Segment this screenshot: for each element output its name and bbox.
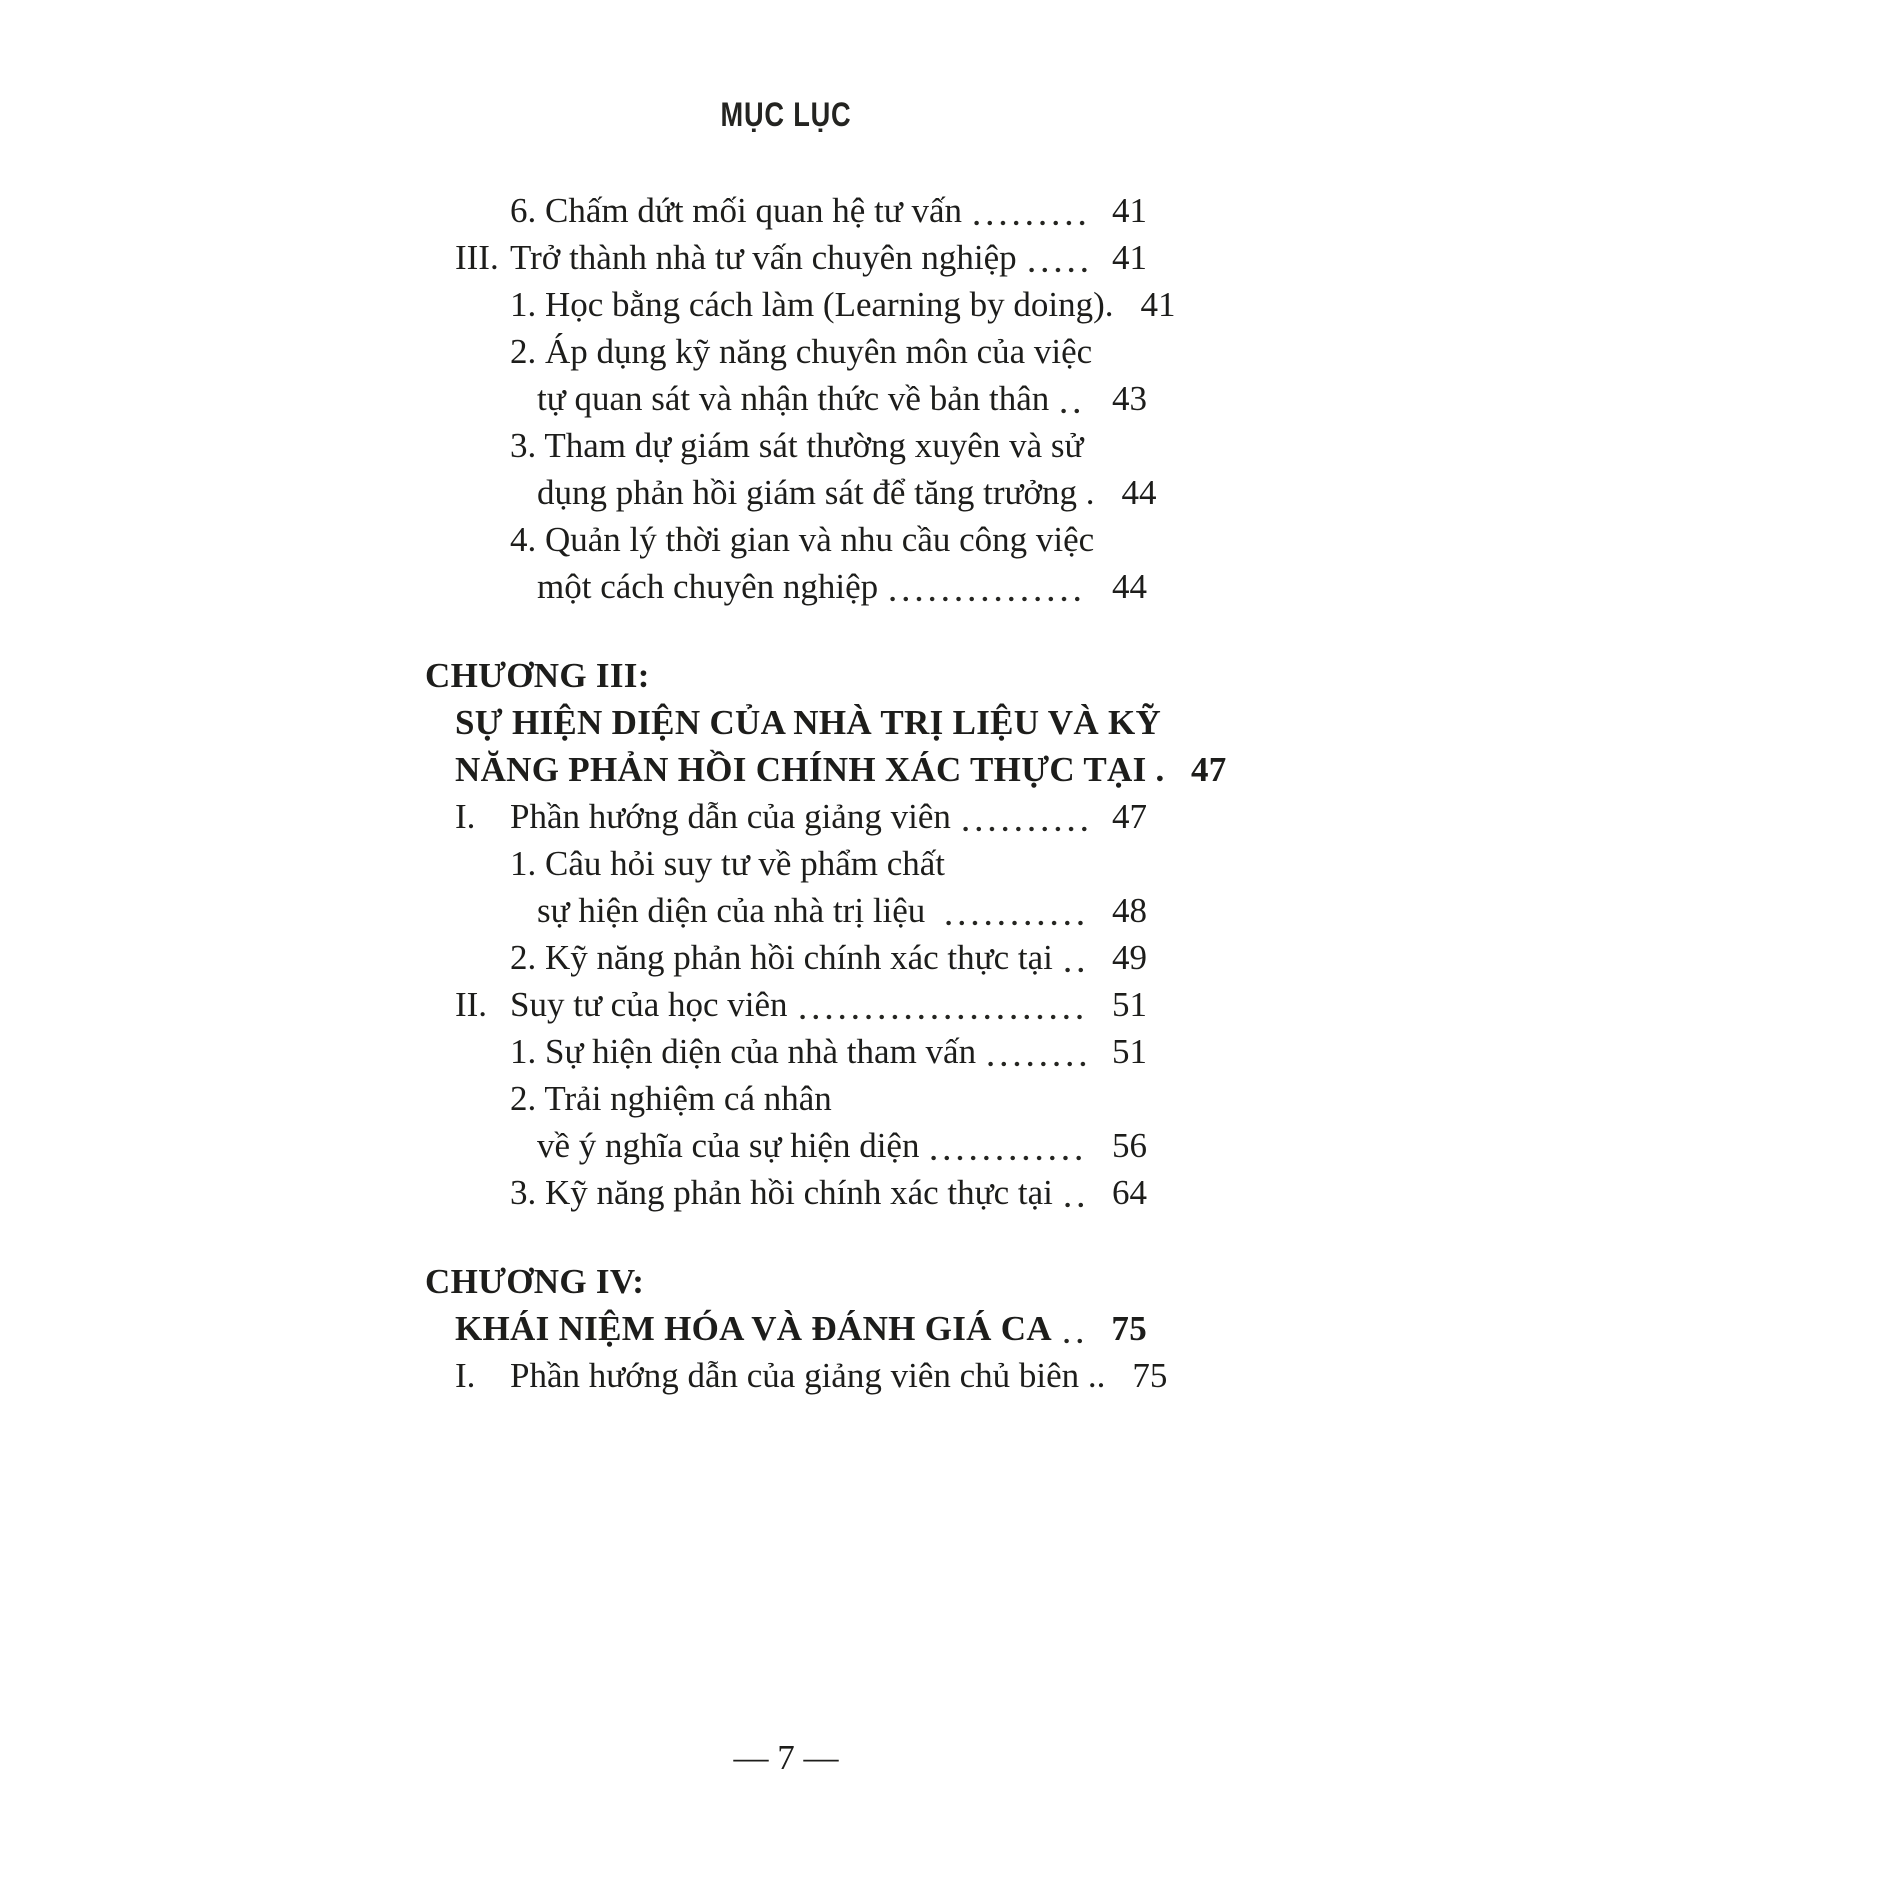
- page-number: 64: [1112, 1173, 1147, 1212]
- toc-entry-text: về ý nghĩa của sự hiện diện: [537, 1126, 920, 1165]
- dotted-leader: [970, 187, 1087, 234]
- toc-roman-marker: I.: [455, 797, 476, 836]
- toc-entry-text: 3. Tham dự giám sát thường xuyên và sử: [510, 426, 1084, 465]
- toc-entry-text: 3. Kỹ năng phản hồi chính xác thực tại: [510, 1173, 1053, 1212]
- page-number: 51: [1112, 1032, 1147, 1071]
- leader-spacer: [1095, 469, 1105, 516]
- toc-entry-text: 1. Học bằng cách làm (Learning by doing).: [510, 285, 1114, 324]
- dotted-leader: [1060, 1305, 1087, 1352]
- page-number: 47: [1112, 797, 1147, 836]
- dotted-leader: [1061, 934, 1087, 981]
- toc-line: [425, 1122, 1147, 1169]
- toc-line: [425, 746, 1227, 793]
- toc-line: [425, 793, 1147, 840]
- dotted-leader: [927, 1122, 1087, 1169]
- toc-entry-text: KHÁI NIỆM HÓA VÀ ĐÁNH GIÁ CA: [455, 1309, 1052, 1348]
- toc-line: [425, 652, 1147, 699]
- toc-roman-marker: III.: [455, 238, 499, 277]
- toc-line: [425, 1028, 1147, 1075]
- toc-entry-text: 1. Câu hỏi suy tư về phẩm chất: [510, 844, 946, 883]
- toc-line: [425, 887, 1147, 934]
- toc-entry-text: 2. Kỹ năng phản hồi chính xác thực tại: [510, 938, 1053, 977]
- toc-line: [425, 840, 1147, 887]
- toc-line: [425, 281, 1176, 328]
- page-number: 44: [1112, 567, 1147, 606]
- page-number: 41: [1112, 191, 1147, 230]
- page-number: 75: [1111, 1309, 1147, 1348]
- page-title: MỤC LỤC: [720, 96, 852, 134]
- leader-spacer: [1161, 699, 1171, 746]
- toc-line: [425, 699, 1162, 746]
- toc-line: [425, 375, 1147, 422]
- toc-line: [425, 1075, 1147, 1122]
- toc-line: [425, 1169, 1147, 1216]
- page-number: 48: [1112, 891, 1147, 930]
- dotted-leader: [886, 563, 1087, 610]
- toc-list: [425, 187, 1227, 1399]
- leader-spacer: [1105, 1352, 1115, 1399]
- toc-entry-text: CHƯƠNG IV:: [425, 1262, 645, 1301]
- dotted-leader: [796, 981, 1087, 1028]
- page-number: 41: [1140, 285, 1176, 324]
- leader-spacer: [945, 840, 1147, 887]
- toc-line: [425, 469, 1157, 516]
- dotted-leader: [984, 1028, 1087, 1075]
- toc-entry-text: NĂNG PHẢN HỒI CHÍNH XÁC THỰC TẠI .: [455, 750, 1165, 789]
- toc-entry-text: 2. Áp dụng kỹ năng chuyên môn của việc: [510, 332, 1093, 371]
- toc-line: [425, 981, 1147, 1028]
- leader-spacer: [650, 652, 1147, 699]
- toc-entry-text: dụng phản hồi giám sát để tăng trưởng .: [537, 473, 1095, 512]
- leader-spacer: [1114, 281, 1124, 328]
- toc-entry-text: Phần hướng dẫn của giảng viên: [510, 797, 951, 836]
- toc-line: [425, 516, 1147, 563]
- toc-entry-text: Phần hướng dẫn của giảng viên chủ biên ..: [510, 1356, 1106, 1395]
- dotted-leader: [942, 887, 1087, 934]
- toc-line: [425, 563, 1147, 610]
- toc-line: [425, 934, 1147, 981]
- leader-spacer: [1165, 746, 1175, 793]
- toc-line: [425, 328, 1147, 375]
- toc-entry-text: sự hiện diện của nhà trị liệu: [537, 891, 935, 930]
- page-number-footer: — 7 —: [733, 1738, 839, 1777]
- toc-entry-text: một cách chuyên nghiệp: [537, 567, 879, 606]
- page-number: 41: [1112, 238, 1147, 277]
- toc-entry-text: tự quan sát và nhận thức về bản thân: [537, 379, 1050, 418]
- toc-roman-marker: I.: [455, 1356, 476, 1395]
- toc-entry-text: 6. Chấm dứt mối quan hệ tư vấn: [510, 191, 963, 230]
- toc-entry-text: CHƯƠNG III:: [425, 656, 650, 695]
- toc-roman-marker: II.: [455, 985, 488, 1024]
- toc-entry-text: Trở thành nhà tư vấn chuyên nghiệp: [510, 238, 1017, 277]
- section-gap: [425, 1216, 1147, 1258]
- page-number: 44: [1121, 473, 1157, 512]
- dotted-leader: [959, 793, 1087, 840]
- dotted-leader: [1057, 375, 1087, 422]
- leader-spacer: [1083, 422, 1147, 469]
- dotted-leader: [1061, 1169, 1087, 1216]
- toc-line: [425, 187, 1147, 234]
- page-number: 47: [1191, 750, 1227, 789]
- page-number: 51: [1112, 985, 1147, 1024]
- toc-page: [425, 0, 1227, 1399]
- page-number: 75: [1132, 1356, 1168, 1395]
- toc-line: [425, 1352, 1168, 1399]
- toc-entry-text: Suy tư của học viên: [510, 985, 788, 1024]
- toc-line: [425, 1305, 1147, 1352]
- leader-spacer: [1092, 328, 1147, 375]
- toc-line: [425, 234, 1147, 281]
- toc-entry-text: SỰ HIỆN DIỆN CỦA NHÀ TRỊ LIỆU VÀ KỸ: [455, 703, 1162, 742]
- section-gap: [425, 610, 1147, 652]
- toc-line: [425, 1258, 1147, 1305]
- page-number: 56: [1112, 1126, 1147, 1165]
- toc-line: [425, 422, 1147, 469]
- leader-spacer: [644, 1258, 1147, 1305]
- page-number: 49: [1112, 938, 1147, 977]
- toc-entry-text: 4. Quản lý thời gian và nhu cầu công việc: [510, 520, 1095, 559]
- toc-entry-text: 2. Trải nghiệm cá nhân: [510, 1079, 832, 1118]
- leader-spacer: [832, 1075, 1147, 1122]
- dotted-leader: [1025, 234, 1087, 281]
- toc-entry-text: 1. Sự hiện diện của nhà tham vấn: [510, 1032, 977, 1071]
- leader-spacer: [1094, 516, 1147, 563]
- page-number: 43: [1112, 379, 1147, 418]
